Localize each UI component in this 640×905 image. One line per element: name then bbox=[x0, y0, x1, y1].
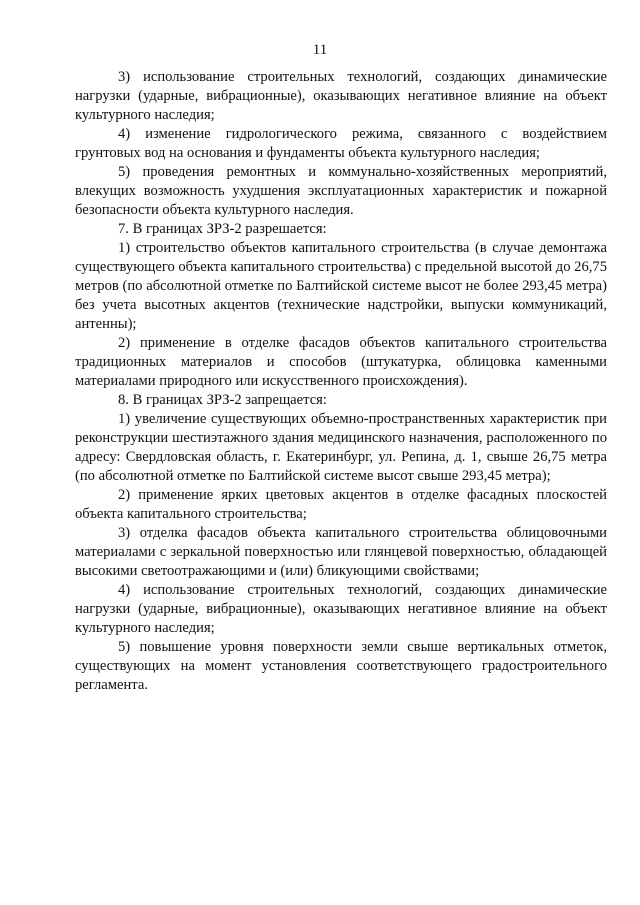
section-heading-8: 8. В границах ЗРЗ-2 запрещается: bbox=[118, 392, 327, 408]
page-number: 11 bbox=[312, 42, 328, 58]
paragraph-item-5-maintenance: 5) проведения ремонтных и коммунально-хозяйственных мероприятий, влекущих возможность ухудшения эксплуатационных характеристик и пожарной безопасности объекта культурного наследия. bbox=[75, 164, 607, 218]
paragraph-forbidden-5-ground-level: 5) повышение уровня поверхности земли свыше вертикальных отметок, существующих на момент установления соответствующего градостроительного регламента. bbox=[75, 639, 607, 693]
paragraph-forbidden-2-bright-colors: 2) применение ярких цветовых акцентов в отделке фасадных плоскостей объекта капитального строительства; bbox=[75, 487, 607, 522]
paragraph-forbidden-4-dynamic-loads: 4) использование строительных технологий, создающих динамические нагрузки (ударные, вибрационные), оказывающих негативное влияние на объект культурного наследия; bbox=[75, 582, 607, 636]
section-heading-7: 7. В границах ЗРЗ-2 разрешается: bbox=[118, 221, 327, 237]
paragraph-forbidden-1-volume-increase: 1) увеличение существующих объемно-пространственных характеристик при реконструкции шестиэтажного здания медицинского назначения, расположенного по адресу: Свердловская область, г. Екатеринбург, ул. Репина, д. 1, свыше 26,75 метра (по абсолютной отметке по Балтийской системе высот свыше 293,45 метра); bbox=[75, 411, 607, 484]
paragraph-item-3-dynamic-loads: 3) использование строительных технологий, создающих динамические нагрузки (ударные, вибрационные), оказывающих негативное влияние на объект культурного наследия; bbox=[75, 69, 607, 123]
paragraph-forbidden-3-mirror-facade: 3) отделка фасадов объекта капитального строительства облицовочными материалами с зеркальной поверхностью или глянцевой поверхностью, обладающей высокими светоотражающими и (или) бликующими свойствами; bbox=[75, 525, 607, 579]
document-body bbox=[75, 68, 607, 695]
paragraph-allowed-2-facade-materials: 2) применение в отделке фасадов объектов капитального строительства традиционных материалов и способов (штукатурка, облицовка каменными материалами природного или искусственного происхождения). bbox=[75, 335, 607, 389]
paragraph-allowed-1-construction: 1) строительство объектов капитального строительства (в случае демонтажа существующего объекта капитального строительства) с предельной высотой до 26,75 метров (по абсолютной отметке по Балтийской системе высот не более 293,45 метра) без учета высотных акцентов (технические надстройки, выпуски коммуникаций, антенны); bbox=[75, 240, 608, 332]
paragraph-item-4-hydrology: 4) изменение гидрологического режима, связанного с воздействием грунтовых вод на основания и фундаменты объекта культурного наследия; bbox=[75, 126, 607, 161]
